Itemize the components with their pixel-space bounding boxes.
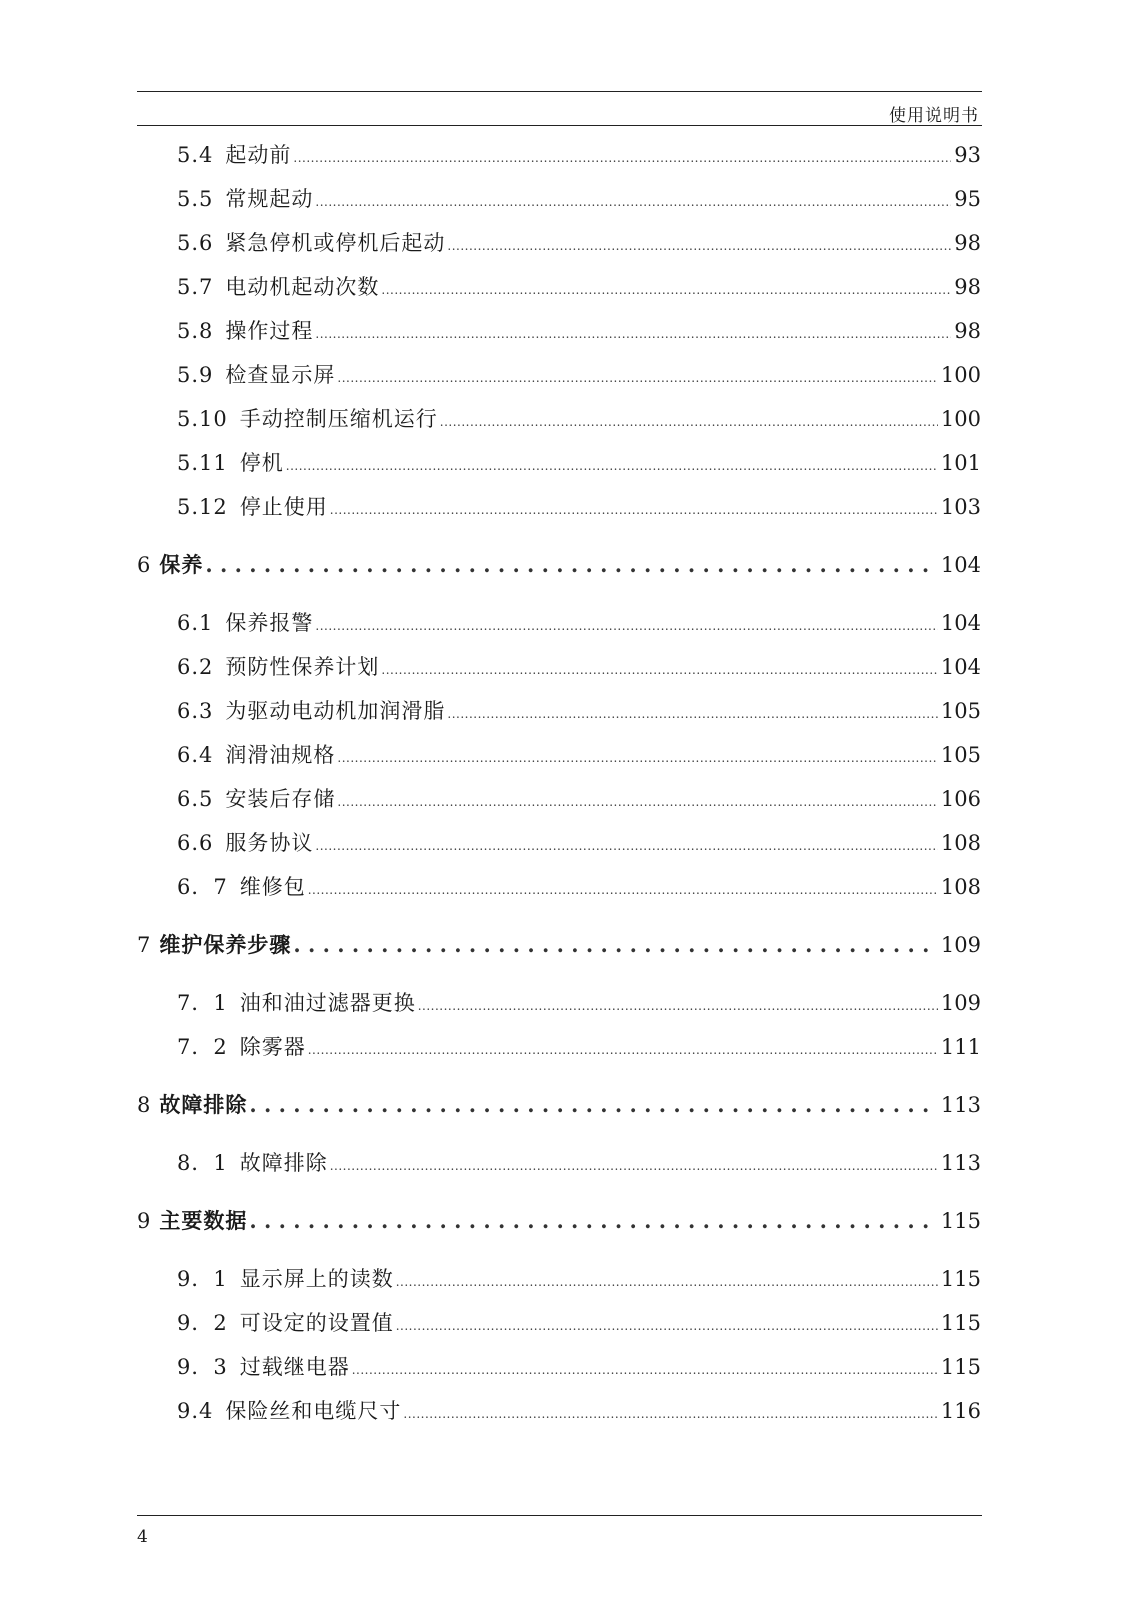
toc-section-entry[interactable] [177,827,981,857]
toc-entry-title: 油和油过滤器更换 [239,991,416,1015]
toc-entry-page: 115 [940,1311,981,1335]
toc-dot-leader [396,1311,938,1335]
toc-entry-number: 5.11 [177,451,228,475]
toc-dot-leader [352,1355,938,1379]
toc-entry-number: 7．2 [177,1035,228,1059]
toc-section-entry[interactable] [177,695,981,725]
toc-section-entry[interactable] [177,403,981,433]
toc-entry-page: 115 [940,1209,981,1233]
toc-entry-title: 常规起动 [225,187,314,211]
toc-section-entry[interactable] [177,227,981,257]
toc-dot-leader [337,787,938,811]
toc-entry-title: 安装后存储 [225,787,336,811]
toc-dot-leader [403,1399,938,1423]
toc-entry-number: 6.5 [177,787,214,811]
toc-entry-title: 预防性保养计划 [225,655,380,679]
toc-entry-title: 故障排除 [159,1092,248,1117]
toc-dot-leader [381,655,938,679]
toc-entry-number: 8 [137,1093,152,1117]
toc-entry-number: 6．7 [177,875,228,899]
toc-entry-number: 5.9 [177,363,214,387]
toc-dot-leader [315,611,938,635]
toc-dot-leader [447,699,938,723]
toc-section-entry[interactable] [177,987,981,1017]
toc-dot-leader [308,1035,938,1059]
toc-section-entry[interactable] [177,271,981,301]
toc-entry-title: 保养报警 [225,611,314,635]
toc-dot-leader [293,143,951,167]
toc-entry-page: 105 [940,699,981,723]
toc-entry-number: 9．3 [177,1355,228,1379]
toc-dot-leader [249,1208,938,1233]
toc-entry-title: 除雾器 [239,1035,306,1059]
toc-dot-leader [286,451,938,475]
toc-entry-number: 5.4 [177,143,214,167]
toc-dot-leader [293,932,938,957]
toc-section-entry[interactable] [177,607,981,637]
toc-entry-number: 9.4 [177,1399,214,1423]
toc-entry-number: 5.5 [177,187,214,211]
toc-entry-title: 过载继电器 [239,1355,350,1379]
toc-entry-number: 9．2 [177,1311,228,1335]
toc-entry-page: 100 [940,363,981,387]
toc-entry-page: 116 [940,1399,981,1423]
toc-section-entry[interactable] [177,1031,981,1061]
toc-entry-title: 紧急停机或停机后起动 [225,231,446,255]
toc-entry-page: 101 [940,451,981,475]
toc-entry-page: 98 [954,275,981,299]
toc-entry-number: 6.3 [177,699,214,723]
toc-section-entry[interactable] [177,1147,981,1177]
toc-chapter-entry[interactable] [137,1205,981,1235]
toc-entry-page: 98 [954,231,981,255]
toc-entry-page: 108 [940,875,981,899]
toc-chapter-entry[interactable] [137,549,981,579]
toc-entry-title: 起动前 [225,143,292,167]
toc-entry-number: 9 [137,1209,152,1233]
toc-entry-title: 检查显示屏 [225,363,336,387]
toc-entry-title: 润滑油规格 [225,743,336,767]
toc-entry-page: 106 [940,787,981,811]
toc-chapter-entry[interactable] [137,1089,981,1119]
toc-entry-title: 保养 [159,552,204,577]
toc-entry-number: 5.12 [177,495,228,519]
toc-section-entry[interactable] [177,315,981,345]
toc-entry-page: 108 [940,831,981,855]
toc-section-entry[interactable] [177,359,981,389]
toc-section-entry[interactable] [177,1395,981,1425]
toc-section-entry[interactable] [177,783,981,813]
toc-dot-leader [315,831,938,855]
toc-section-entry[interactable] [177,491,981,521]
toc-entry-number: 6 [137,553,152,577]
toc-entry-page: 115 [940,1267,981,1291]
toc-dot-leader [205,552,938,577]
toc-dot-leader [337,363,938,387]
toc-dot-leader [315,187,951,211]
toc-entry-number: 5.10 [177,407,228,431]
toc-entry-number: 5.7 [177,275,214,299]
running-title: 使用说明书 [889,106,979,126]
toc-entry-page: 104 [940,553,981,577]
toc-entry-number: 7．1 [177,991,228,1015]
toc-entry-number: 8．1 [177,1151,228,1175]
toc-entry-page: 105 [940,743,981,767]
toc-entry-page: 113 [940,1093,981,1117]
toc-entry-number: 7 [137,933,152,957]
toc-entry-number: 6.4 [177,743,214,767]
toc-entry-title: 主要数据 [159,1208,248,1233]
toc-entry-number: 5.8 [177,319,214,343]
toc-entry-number: 6.6 [177,831,214,855]
toc-entry-title: 为驱动电动机加润滑脂 [225,699,446,723]
toc-entry-page: 115 [940,1355,981,1379]
toc-entry-title: 手动控制压缩机运行 [239,407,438,431]
toc-section-entry[interactable] [177,871,981,901]
toc-entry-page: 111 [940,1035,981,1059]
toc-section-entry[interactable] [177,139,981,169]
toc-dot-leader [249,1092,938,1117]
toc-entry-page: 113 [940,1151,981,1175]
toc-chapter-entry[interactable] [137,929,981,959]
toc-entry-page: 98 [954,319,981,343]
toc-section-entry[interactable] [177,1307,981,1337]
toc-section-entry[interactable] [177,651,981,681]
page-number: 4 [137,1527,148,1547]
toc-dot-leader [396,1267,938,1291]
toc-entry-page: 109 [940,933,981,957]
toc-section-entry[interactable] [177,447,981,477]
toc-entry-page: 95 [954,187,981,211]
footer-rule [137,1515,982,1516]
toc-entry-number: 6.1 [177,611,214,635]
toc-section-entry[interactable] [177,739,981,769]
toc-dot-leader [440,407,938,431]
toc-entry-title: 可设定的设置值 [239,1311,394,1335]
toc-entry-title: 维护保养步骤 [159,932,292,957]
toc-entry-page: 104 [940,611,981,635]
toc-dot-leader [447,231,951,255]
toc-entry-page: 100 [940,407,981,431]
toc-dot-leader [308,875,938,899]
toc-entry-title: 操作过程 [225,319,314,343]
toc-section-entry[interactable] [177,1351,981,1381]
toc-entry-title: 停机 [239,451,284,475]
toc-entry-page: 103 [940,495,981,519]
toc-dot-leader [330,495,938,519]
toc-entry-page: 93 [954,143,981,167]
toc-section-entry[interactable] [177,1263,981,1293]
toc-entry-title: 服务协议 [225,831,314,855]
toc-entry-title: 停止使用 [239,495,328,519]
toc-entry-number: 6.2 [177,655,214,679]
toc-entry-title: 保险丝和电缆尺寸 [225,1399,402,1423]
toc-dot-leader [418,991,938,1015]
toc-entry-title: 电动机起动次数 [225,275,380,299]
toc-dot-leader [315,319,951,343]
toc-entry-title: 故障排除 [239,1151,328,1175]
toc-entry-page: 109 [940,991,981,1015]
toc-entry-page: 104 [940,655,981,679]
toc-section-entry[interactable] [177,183,981,213]
toc-dot-leader [330,1151,938,1175]
toc-entry-number: 5.6 [177,231,214,255]
toc-dot-leader [337,743,938,767]
toc-entry-title: 维修包 [239,875,306,899]
toc-entry-title: 显示屏上的读数 [239,1267,394,1291]
toc-entry-number: 9．1 [177,1267,228,1291]
toc-dot-leader [381,275,951,299]
